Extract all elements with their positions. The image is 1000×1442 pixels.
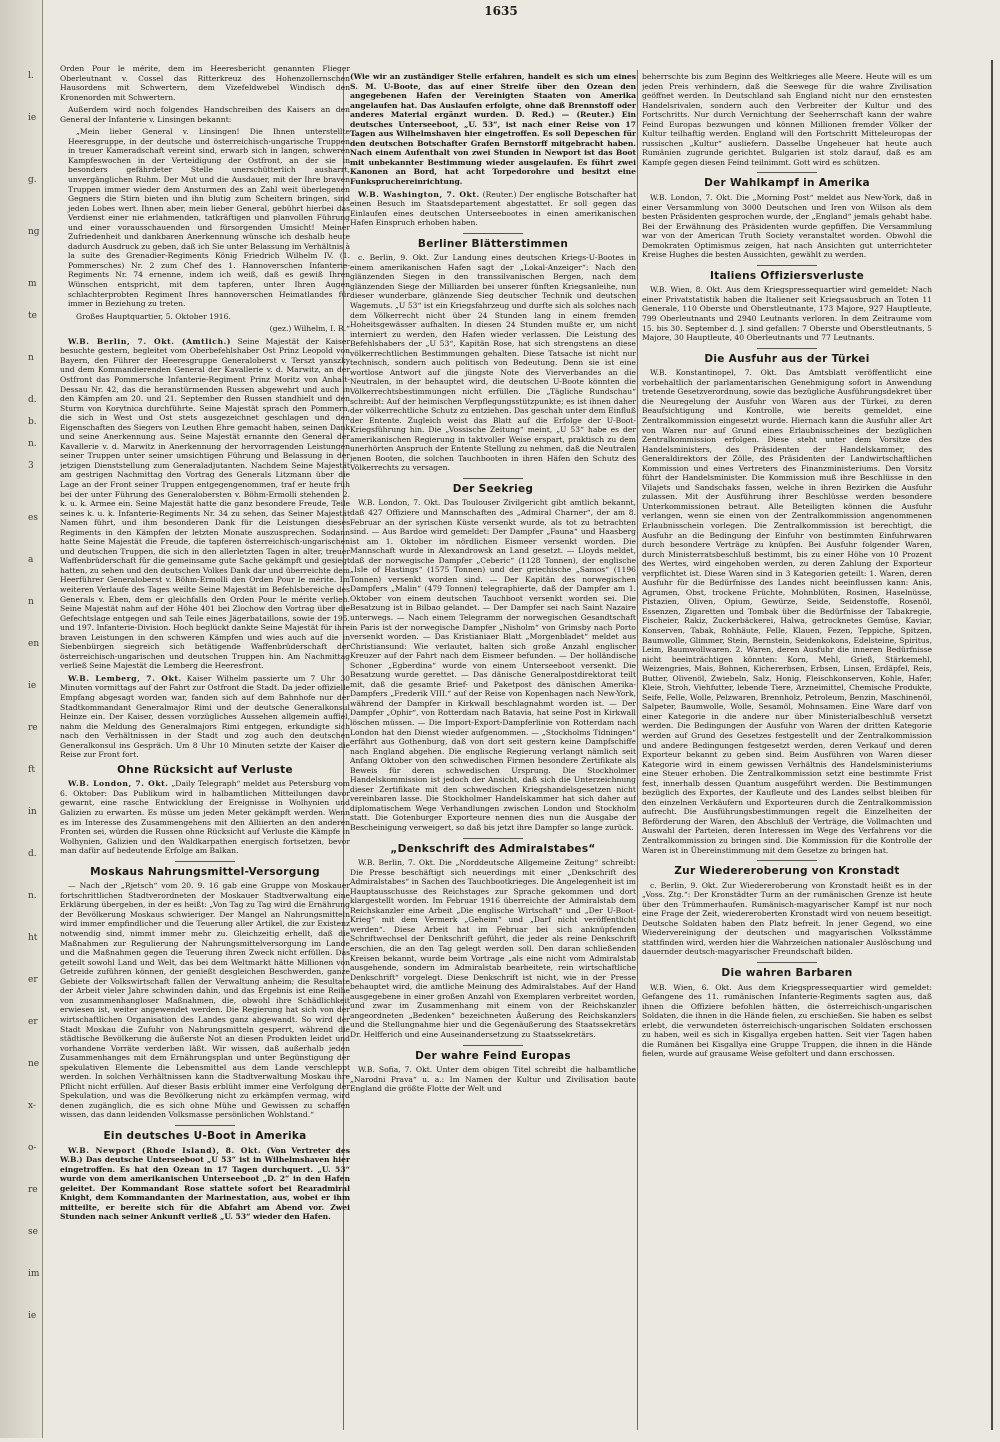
- edge-fragment: n.: [28, 439, 37, 449]
- edge-fragment: 3: [28, 461, 34, 471]
- headline: Moskaus Nahrungsmittel-Versorgung: [90, 865, 320, 878]
- edge-fragment: g.: [28, 175, 37, 185]
- edge-fragment: x-: [28, 1101, 36, 1111]
- separator: [757, 265, 817, 266]
- edge-fragment: ft: [28, 765, 35, 775]
- column-rule: [637, 70, 638, 1430]
- separator: [463, 478, 523, 479]
- article-text: (Wie wir an zuständiger Stelle erfahren, handelt es sich um eines S. M. U-Boote, das auf einer Streife über den Ozean den angegebenen Hafen der Vereinigten Staaten von Amerika angelaufen hat. Das Auslaufen erfolgte, ohne daß Brennstoff oder anderes Material ergänzt wurden. D. Red.) — (Reuter.) Ein deutsches Unterseeboot, „U. 53“, ist nach einer Reise von 17 Tagen aus Wilhelmshaven hier eingetroffen. Es soll Depeschen für den deutschen Botschafter Grafen Bernstorff mitgebracht haben. Nach einem Aufenthalt von zwei Stunden in Newport ist das Boot mit unbekannter Bestimmung wieder ausgelaufen. Es führt zwei Kanonen an Bord, hat acht Torpedorohre und besitzt eine Funkspruchereinrichtung.: [350, 72, 636, 187]
- dateline: W.B. Lemberg, 7. Okt.: [68, 673, 182, 683]
- edge-fragment: n: [28, 597, 34, 607]
- article-text: W.B. Wien, 6. Okt. Aus dem Kriegspressequartier wird gemeldet: Gefangene des 11. rumänischen Infanterie-Regiments sagten aus, daß ihnen die Offiziere befohlen hätten, die österreichisch-ungarischen Soldaten, die ihnen in die Hände fielen, zu erschießen. Sie haben es selbst erlebt, die verwundeten österreichisch-ungarischen Soldaten erschossen zu haben, weil es sich in Kisgallya ergeben hatten. Seit vier Tagen haben die Rumänen bei Kisgallya eine Gruppe Truppen, die ihnen in die Hände fielen, wurde auf grausame Weise gefoltert und dann erschossen.: [642, 982, 932, 1059]
- adjacent-page-edge: [0, 0, 43, 1438]
- separator: [175, 861, 235, 862]
- article-text: beherrschte bis zum Beginn des Weltkrieges alle Meere. Heute will es um jeden Preis verhindern, daß die Seewege für die wahre Zivilisation geöffnet werden. In Deutschland sah England nicht nur den ernstesten Handelsrivalen, sondern auch den Verbreiter der Kultur und des Fortschritts. Nur durch Vernichtung der Seeherrschaft kann der wahre Feind Europas bezwungen und können Millionen fremder Völker der Kultur teilhaftig werden. England will den Fortschritt Mitteleuropas der russischen „Kultur“ ausliefern. Dasselbe Ungeheuer hat heute auch Rumänien zugrunde gerichtet. Bulgarien ist stolz darauf, daß es am Kampfe gegen diesen Feind teilnimmt. Gott wird es schützen.: [642, 72, 932, 167]
- edge-fragment: im: [28, 1269, 40, 1279]
- award-paragraph: Orden Pour le mérite, dem im Heeresbericht genannten Flieger Oberleutnant v. Cossel das Ritterkreuz des Hohenzollernschen Hausordens mit Schwertern, dem Vizefeldwebel Windisch den Kronenorden mit Schwertern.: [60, 64, 350, 102]
- separator: [175, 1125, 235, 1126]
- edge-fragment: ie: [28, 113, 37, 123]
- headline: Der wahre Feind Europas: [415, 1049, 571, 1062]
- separator: [463, 838, 523, 839]
- headline: Die wahren Barbaren: [721, 967, 853, 980]
- dateline: W.B. Newport (Rhode Island), 8. Okt.: [68, 1145, 262, 1155]
- edge-fragment: d.: [28, 849, 37, 859]
- letter-intro: Außerdem wird noch folgendes Handschreiben des Kaisers an den General der Infanterie v. Linsingen bekannt:: [60, 105, 350, 124]
- dateline: W.B. London, 7. Okt.: [68, 779, 169, 789]
- edge-fragment: se: [28, 1227, 38, 1237]
- article-text: Seine Majestät der Kaiser besuchte gestern, begleitet vom Oberbefehlshaber Ost Prinz Leopold von Bayern, den Führer der Heeresgruppe Generaloberst v. Terszt yanszky und dem Kommandierenden General der Kavallerie v. d. Marwitz, an der Ostfront das Pommersche Infanterie-Regiment Prinz Moritz von Anhalt-Dessau Nr. 42, das die heranstürmenden Russen abgewehrt und auch in den Kämpfen am 20. und 21. September den Russen standhielt und den Sturm von Korytnica durchführte. Seine Majestät sprach den Pommern, die sich in West und Ost stets ausgezeichnet geschlagen und den Eigenschaften des Siegers von Leuthen Ehre gemacht haben, seinen Dank und seine Anerkennung aus. Seine Majestät ernannte den General der Kavallerie v. d. Marwitz in Anerkennung der hervorragenden Leistungen seiner Truppen unter seiner umsichtigen Führung und Belassung in der jetzigen Dienststellung zum Generaladjutanten. Nachdem Seine Majestät am gestrigen Nachmittag den Vortrag des Generals Litzmann über die Lage an der Front seiner Truppen entgegengenommen, traf er heute früh bei der unter Führung des Generalobersten v. Böhm-Ermolli stehenden 2. k. u. k. Armee ein. Seine Majestät hatte die ganz besondere Freude, Teile seines k. u. k. Infanterie-Regiments Nr. 34 zu sehen, das Seiner Majestät Namen führt, und ihm besonderen Dank für die Leistungen dieses Regiments in den Kämpfen der letzten Monate auszusprechen. Sodann hatte Seine Majestät die Freude, die tapferen österreichisch-ungarischen und deutschen Truppen, die sich in den allerletzten Tagen in alter, treuer Waffenbrüderschaft für die gemeinsame gute Sache gekämpft und gesiegt hatten, zu sehen und den deutschen Volkes Dank dar und überreichte dem Heerführer Generaloberst v. Böhm-Ermolli den Orden Pour le mérite. Im weiteren Verlaufe des Tages weilte Seine Majestät im Befehlsbereiche des Generals v. Eben, dem er gleichfalls den Orden Pour le mérite verlieh. Seine Majestät nahm auf der Höhe 401 bei Zlochow den Vortrag über die Gefechtslage entgegen und sah Teile eines Jägerbataillons, sowie der 195. und 197. Infanterie-Division. Hoch beglückt dankte Seine Majestät für ihre braven Leistungen in den schweren Kämpfen und wies auch auf die in Siebenbürgen siegreich sich betätigende Waffenbrüderschaft der österreichisch-ungarischen und deutschen Truppen hin. Am Nachmittag verließ Seine Majestät die Lemberg die Heeresfront.: [60, 336, 350, 671]
- separator: [463, 233, 523, 234]
- dateline: W.B. Washington, 7. Okt.: [358, 189, 480, 199]
- article-text: „Daily Telegraph“ meldet aus Petersburg vom 6. Oktober: Das Publikum wird in halbamtlichen Mitteilungen davor gewarnt, eine rasche Entwicklung der Ereignisse in Wolhynien und Galizien zu erwarten. Es müsse um jeden Meter gekämpft werden. Wenn es im Interesse des Zusammengehens mit den Alliierten an den anderen Fronten sei, würden die Russen ohne Rücksicht auf Verluste die Kämpfe in Wolhynien, Galizien und den Waldkarpathen energisch fortsetzen, bevor man dafür auf bedeutende Erfolge am Balkan.: [60, 779, 350, 856]
- edge-fragment: es: [28, 513, 38, 523]
- article-text: W.B. London, 7. Okt. Das Toulouser Zivilgericht gibt amtlich bekannt, daß 427 Offiziere und Mannschaften des „Admiral Charner“, der am 8. Februar an der syrischen Küste versenkt wurde, als tot zu betrachten sind. — Aus Bardoe wird gemeldet: Der Dampfer „Fauna“ und Haasberg ist am 1. Oktober im nördlichen Eismeer versenkt worden. Die Mannschaft wurde in Alexandrowsk an Land gesetzt. — Lloyds meldet, daß der norwegische Dampfer „Ceberic“ (1128 Tonnen), der englische „Isle of Hastings“ (1575 Tonnen) und der griechische „Samos“ (1196 Tonnen) versenkt worden sind. — Der Kapitän des norwegischen Dampfers „Malin“ (479 Tonnen) telegraphierte, daß der Dampfer am 1. Oktober von einem deutschen Tauchboot versenkt worden sei. Die Besatzung ist in Bilbao gelandet. — Der Dampfer sei nach Saint Nazaire unterwegs. — Nach einem Telegramm der norwegischen Gesandtschaft in Paris ist der norwegische Dampfer „Nisholm“ von Grimsby nach Porto versenkt worden. — Das Kristianiaer Blatt „Morgenbladet“ meldet aus Christiansund: Wie verlautet, halten sich große Anzahl englischer Kreuzer auf der Fahrt nach dem Eismeer befunden. — Der holländische Schoner „Egberdina“ wurde von einem Unterseeboot versenkt. Die Besatzung wurde gerettet. — Das dänische Generalpostdirektorat teilt mit, daß die gesamte Brief- und Paketpost des dänischen Amerika-Dampfers „Frederik VIII.“ auf der Reise von Kopenhagen nach New-York, während der Dampfer in Kirkwall beschlagnahmt worden ist. — Der Dampfer „Ophir“, von Rotterdam nach Batavia, hat seine Post in Kirkwall löschen müssen. — Die Import-Export-Dampferlinie von Rotterdam nach London hat den Dienst wieder aufgenommen. — „Stockholms Tidningen“ erfährt aus Gothenburg, daß von dort seit gestern keine Dampfschiffe nach England abgehen. Die englische Regierung verlangt nämlich seit Anfang Oktober von den schwedischen Firmen besondere Zertifikate als Beweis für deren schwedischen Ursprung. Die Stockholmer Handelskommission ist jedoch der Ansicht, daß sich die Unterzeichnung dieser Zertifikate mit den schwedischen Kriegshandelsgesetzen nicht vereinbaren lasse. Die Stockholmer Handelskammer hat sich daher auf diplomatischem Wege Verhandlungen zwischen London und Stockholm statt. Die Gotenburger Exporteure nennen dies nun die Ausgabe der Bescheinigung verweigert, so daß bis jetzt ihre Dampfer so lange zurück.: [350, 498, 636, 833]
- article-text: (Von Vertreter des W.B.) Das deutsche Unterseeboot „U 53“ ist in Wilhelmshaven hier eingetroffen. Es hat den Ozean in 17 Tagen durchquert. „U. 53“ wurde von dem amerikanischen Unterseeboot „D. 2“ in den Hafen geleitet. Der Kommandant Rose stattete sofort bei Rearadmiral Knight, dem Kommandanten der Marinestation, aus, wobei er ihm mitteilte, er bereite sich für die Abfahrt am Abend vor. Zwei Stunden nach seiner Ankunft verließ „U. 53“ wieder den Hafen.: [60, 1145, 350, 1222]
- headline: Zur Wiedereroberung von Kronstadt: [674, 865, 900, 878]
- headline: „Denkschrift des Admiralstabes“: [390, 842, 596, 855]
- headline: Ein deutsches U-Boot in Amerika: [103, 1129, 307, 1142]
- edge-fragment: ht: [28, 933, 38, 943]
- separator: [757, 172, 817, 173]
- page-number: 1635: [484, 4, 518, 18]
- edge-fragment: b.: [28, 417, 37, 427]
- article-text: — Nach der „Rjetsch“ vom 20. 9. 16 gab eine Gruppe von Moskauer fortschrittlichen Stadtverordneten der Moskauer Stadtverwaltung eine Erklärung übergeben, in der es heißt: „Von Tag zu Tag wird die Ernährung der Bevölkerung Moskaus schwieriger. Der Mangel an Nahrungsmitteln wird immer empfindlicher und die Teuerung aller Artikel, die zur Existenz notwendig sind, nimmt immer mehr zu. Gleichzeitig erhellt, daß die Maßnahmen zur Regulierung der Nahrungsmittelversorgung im Lande und die Maßnahmen gegen die Teuerung ihren Zweck nicht erfüllen. Das geteilt sowohl Land und Welt, das bei dem Weltmarkt hätte Millionen von Getreide zuführen können, der genießt desgleichen Beschwerden, ganze Gebiete der Volkswirtschaft fallen der Verwaltung anheim; die Resultate der Arbeit vieler Jahre schwinden dahin, und das Ergebnis ist eine Reihe von zusammenhangloser Maßnahmen, die, obwohl ihre Schädlichkeit erwiesen ist, weiter angewendet werden. Die Regierung hat sich von der wirtschaftlichen Organisation des Landes ganz abgewandt. So wird der Stadt Moskau die Zufuhr von Nahrungsmitteln gesperrt, während die städtische Bevölkerung die äußerste Not an diesen Produkten leidet und vorhandene Vorräte verderben läßt. Wir wissen, daß außerhalb jeden Zusammenhanges mit dem Ernährungsplan und unter Begünstigung der spekulativen Elemente die Lebensmittel aus dem Lande verschleppt werden. In solchen Verhältnissen kann die Stadtverwaltung Moskau ihre Pflicht nicht erfüllen. Auf dieser Basis erblüht immer eine Verfolgung der Spekulation, und was die Bevölkerung nicht zu erkämpfen vermag, wird denen zugänglich, die es sich ohne Mühe und Gewissen zu schaffen wissen, das dann leidenden Volksmasse persönlichen Wohlstand.“: [60, 881, 350, 1120]
- edge-fragment: en: [28, 639, 40, 649]
- headline: Italiens Offiziersverluste: [709, 269, 865, 282]
- edge-fragment: re: [28, 723, 38, 733]
- edge-fragment: d.: [28, 395, 37, 405]
- edge-fragment: er: [28, 1017, 38, 1027]
- article-text: W.B. Berlin, 7. Okt. Die „Norddeutsche Allgemeine Zeitung“ schreibt: Die Presse beschäftigt sich neuerdings mit einer „Denkschrift des Admiralstabes“ in Sachen des Tauchbootkrieges. Die Angelegenheit ist im Hauptausschusse des Reichstages zur Sprache gekommen und dort klargestellt worden. Im Februar 1916 überreichte der Admiralstab dem Reichskanzler eine Arbeit „Die englische Wirtschaft“ und „Der U-Boot-Krieg“ mit dem Vermerk „Geheim“ und „Darf nicht veröffentlicht werden“. Diese Arbeit hat im Februar bei sich anknüpfenden Schriftwechsel der Denkschrift geführt, die jeder als reine Denkschrift erschien, die an den Tag gelegt werden soll. Den daran schließenden Kreisen bekannt, wurde beim Vortrage „als eine nicht vom Admiralstab ausgehende, sondern im Admiralstab bearbeitete, rein wirtschaftliche Denkschrift“ vorgelegt. Diese Denkschrift ist nicht, wie in der Presse behauptet wird, die amtliche Meinung des Admiralstabes. Auf der Hand ausgegebene in einer großen Anzahl von Exemplaren verbreitet worden, und zwar im Zusammenhang mit einem von der Reichskanzler angeordneten „Bedenken“ bezeichneten Äußerung des Reichskanzlers und die Stellungnahme hier und die Gegenäußerung des Staatssekretärs Dr. Helfferich und eine Auseinandersetzung zu Staatssekretärs.: [350, 858, 636, 1039]
- edge-fragment: er: [28, 975, 38, 985]
- headline: Berliner Blätterstimmen: [417, 237, 569, 250]
- letter-signature: (gez.) Wilhelm, I. R.“: [269, 324, 350, 334]
- article-text: c. Berlin, 9. Okt. Zur Wiedereroberung von Kronstadt heißt es in der „Voss. Ztg.“: Der Kronstädter Turm an der rumänischen Grenze ist heute über den Trümmerhaufen. Rumänisch-magyarischer Kampf ist nur noch eine Frage der Zeit, wiedereroberten Kronstadt wird von neuem beseitigt. Deutsche Soldaten haben den Platz befreit. In jener Gegend, wo eine Wiedervereinigung der deutschen und magyarischen Volksstämme stattfinden wird, werden hier die Wahrzeichen nationaler Auslöschung und dauernder deutsch-magyarischer Freundschaft bilden.: [642, 880, 932, 957]
- edge-fragment: ng: [28, 227, 40, 237]
- column-right: [642, 72, 932, 1442]
- headline: Ohne Rücksicht auf Verluste: [117, 763, 293, 776]
- article-text: (Reuter.) Der englische Botschafter hat einen Besuch im Staatsdepartement abgestattet. Er soll gegen das Einlaufen eines deutschen Unterseebootes in einen amerikanischen Hafen Einspruch erhoben haben.: [350, 189, 636, 228]
- article-text: W.B. London, 7. Okt. Die „Morning Post“ meldet aus New-York, daß in einer Versammlung von 3000 Deutschen und Iren von Wilson als dem besten Präsidenten gesprochen wurde, der „England“ jemals gehabt habe. Bei der Erwähnung des Präsidenten wurde gepfiffen. Die Versammlung war von der American Truth Society veranstaltet worden. Obwohl die Demokraten Optimismus zeigen, hat nach Ansichten gut unterrichteter Kreise Hughes die besten Aussichten, gewählt zu werden.: [642, 193, 932, 260]
- edge-fragment: a: [28, 555, 34, 565]
- edge-fragment: n.: [28, 891, 37, 901]
- edge-fragment: ne: [28, 1059, 40, 1069]
- article-text: W.B. Sofia, 7. Okt. Unter dem obigen Titel schreibt die halbamtliche „Narodni Prava“ u. a.: Im Namen der Kultur und Zivilisation baute England die größte Flotte der Welt und: [350, 1065, 636, 1094]
- edge-fragment: l.: [28, 71, 34, 81]
- letter-place-date: Großes Hauptquartier, 5. Oktober 1916.: [76, 311, 231, 321]
- edge-fragment: ie: [28, 1311, 37, 1321]
- edge-fragment: in: [28, 807, 37, 817]
- edge-fragment: n: [28, 353, 34, 363]
- headline: Der Wahlkampf in Amerika: [704, 177, 870, 190]
- article-text: W.B. Konstantinopel, 7. Okt. Das Amtsblatt veröffentlicht eine vorbehaltlich der parlamentarischen Genehmigung sofort in Anwendung tretende Gesetzverordnung, sowie das bezügliche Ausführungsdekret über die Neuregelung der Ausfuhr von Waren aus der Türkei, zu deren Beaufsichtigung und Kontrolle, wie bereits gemeldet, eine Zentralkommission eingesetzt wurde. Hiernach kann die Ausfuhr aller Art von Waren nur auf Grund eines Erlaubnisscheines der bezüglichen Zentralkommission erfolgen. Diese steht unter dem Vorsitze des Handelsministers, des Präsidenten der Handelskammer, des Generaldirektors der Zölle, des Präsidenten der Landwirtschaftlichen Kommission und eines Vertreters des Finanzministeriums. Den Vorsitz führt der Handelsminister. Die Kommission muß ihre Beschlüsse in den Vilajets und Sandschaks fassen, welche in ihren Bezirken die Ausfuhr zulassen. Mit der Ausführung ihrer Beschlüsse werden besondere Unterkommissionen betraut. Alle Beteiligten können die Ausfuhr verlangen, wenn sie einen von der Zentralkommission angenommenen Erlaubnisschein vorlegen. Die Zentralkommission ist berechtigt, die Ausfuhr an die Bedingung der Einfuhr von bestimmten Einfuhrwaren durch besondere Verträge zu knüpfen. Bei Ausfuhr folgender Waren, durch Ministerratsbeschluß bestimmt, bis zu einer Höhe von 10 Prozent des Wertes, wird eingehoben werden, zu deren Zahlung der Exporteur verpflichtet ist. Diese Waren sind in 3 Kategorien geteilt: 1. Waren, deren Ausfuhr für die Bedürfnisse des Landes nicht beeinflussen kann: Anis, Agrumen, Obst, trockene Früchte, Mohnblüten, Rosinen, Haselnüsse, Pistazien, Oliven, Opium, Gewürze, Seide, Seidenstoffe, Rosenöl, Essenzen, Zigaretten und Tombak über die Bedürfnisse der Tabakregie, Fischeier, Rakiz, Zuckerbäckerei, Halwa, getrocknetes Gemüse, Kaviar, Konserven, Tabak, Rohhäute, Felle, Klauen, Fezen, Teppiche, Spitzen, Baumwolle, Glimmer, Stein, Bernstein, Seidenkokons, Edelsteine, Spiritus, Leim, Baumwollwaren. 2. Waren, deren Ausfuhr die inneren Bedürfnisse nicht beeinträchtigen könnten: Korn, Mehl, Grieß, Stärkemehl, Weizengries, Mais, Bohnen, Kichererbsen, Erbsen, Linsen, Erdäpfel, Reis, Butter, Olivenöl, Zwiebeln, Salz, Honig, Fleischkonserven, Kohle, Hafer, Kleie, Stroh, Viehfutter, lebende Tiere, Arzneimittel, Chemische Produkte, Seife, Felle, Wolle, Pelzwaren, Brennholz, Petroleum, Benzin, Maschinenöl, Salpeter, Baumwolle, Wolle, Sesamöl, Mohnsamen. Eine Ware darf von einer Kategorie in die andere nur über Ministerialbeschluß versetzt werden. Die Bedingungen der Ausfuhr von Waren der dritten Kategorie werden auf Grund des Gesetzes festgestellt und der Zentralkommission und andere Bedingungen festgesetzt werden, deren Verkauf und deren Exporteur bekannt zu geben sind. Beim Ausführen von Waren dieser Kategorie wird in einem gewissen Verhältnis des Handelsministeriums eine Steuer erhoben. Die Zentralkommission setzt eine bestimmte Frist fest, innerhalb dessen Quantum ausgeführt werden. Die Bestimmungen bezüglich des Exportes, der Kaufleute und des Landes selbst bleiben für den einzelnen Verkäufern und Exporteuren durch die Zentralkommission aufrecht. Die Ausführungsbestimmungen regelt die Einzelheiten der Beförderung der Waren, den Abschluß der Verträge, die Vollmachten und Auswahl der Parteien, deren Interessen im Wege des Verfahrens vor die Zentralkommission zu bringen sind. Die Kommission für die Kontrolle der Waren ist in Übereinstimmung mit dem Gesetze zu bringen hat.: [642, 368, 932, 855]
- column-left: [60, 64, 350, 1434]
- kaiser-letter: „Mein lieber General v. Linsingen! Die Ihnen unterstellte Heeresgruppe, in der deutsche und österreichisch-ungarische Truppen in treuer Kameradschaft vereint sind, erwarb sich in langen, schweren Kampfeswochen in der Verteidigung der Ostfront, an der sie in besonders gefährdeter Stelle unerschütterlich ausharrt, unvergänglichen Ruhm. Der Mut und die Ausdauer, mit der Ihre braven Truppen immer wieder dem Ansturmen des an Zahl weit überlegenen Gegners die Stirn bieten und ihn blutig zum Scheitern bringen, sind jeden Lobes wert. Ihnen aber, mein lieber General, gebührt hierbei das Verdienst einer nie erlahmenden, tatkräftigen und planvollen Führung und einer vorausschauenden und fürsorgenden Umsicht! Meiner Zufriedenheit und dankbaren Anerkennung wünsche ich deshalb heute dadurch Ausdruck zu geben, daß ich Sie unter Belassung im Verhältnis à la suite des Grenadier-Regiments König Friedrich Wilhelm IV. (1. Pommersches) Nr. 2 zum Chef des 1. Hannoverschen Infanterie-Regiments Nr. 74 ernenne, indem ich weiß, daß es gewiß Ihren Wünschen entspricht, mit dem tapferen, unter Ihren Augen schlachterprobten Regiment Ihres hannoverschen Heimatlandes für immer in Beziehung zu treten.: [68, 127, 350, 309]
- edge-fragment: m: [28, 279, 37, 289]
- article-text: W.B. Wien, 8. Okt. Aus dem Kriegspressequartier wird gemeldet: Nach einer Privatstatistik haben die Italiener seit Kriegsausbruch an Toten 11 Generale, 110 Oberste und Oberstleutnante, 173 Majore, 927 Hauptleute, 799 Oberleutnants und 2940 Leutnants verloren. In dem Zeitraume vom 15. bis 30. September d. J. sind gefallen: 7 Oberste und Oberstleutnants, 5 Majore, 30 Hauptleute, 40 Oberleutnants und 77 Leutnants.: [642, 285, 932, 343]
- article-text: Kaiser Wilhelm passierte um 7 Uhr 30 Minuten vormittags auf der Fahrt zur Ostfront die Stadt. Da jeder offizielle Empfang abgesagt worden war, fanden sich auf dem Bahnhofe nur der Stadtkommandant Generalmajor Rimi und der deutsche Generalkonsul Heinze ein. Der Kaiser, dessen vorzügliches Aussehen allgemein auffiel, nahm die Meldung des Generalmajors Rimi entgegen, erkundigte sich nach den Verhältnissen in der Stadt und zog auch den deutschen Generalkonsul ins Gespräch. Um 8 Uhr 10 Minuten setzte der Kaiser die Reise zur Front fort.: [60, 673, 350, 760]
- separator: [757, 348, 817, 349]
- column-middle: [350, 72, 636, 1442]
- headline: Die Ausfuhr aus der Türkei: [704, 352, 870, 365]
- headline: Der Seekrieg: [452, 482, 534, 495]
- separator: [463, 1045, 523, 1046]
- edge-fragment: ie: [28, 681, 37, 691]
- edge-fragment: te: [28, 311, 37, 321]
- article-text: c. Berlin, 9. Okt. Zur Landung eines deutschen Kriegs-U-Bootes in einem amerikanischen Hafen sagt der „Lokal-Anzeiger“: Nach den glänzenden Siegen in den transsilvanischen Bergen, nach dem glänzenden Siege der Milliarden bei unserer fünften Kriegsanleihe, nun dieser wunderbare, glänzende Sieg deutscher Technik und deutschen Wagemuts. „U 53“ ist ein Kriegsfahrzeug und durfte sich als solches nach dem Völkerrecht nicht über 24 Stunden lang in einem fremden Hoheitsgewässer aufhalten. In diesen 24 Stunden mußte er, um nicht interniert zu werden, den Hafen wieder verlassen. Die Leistung des Befehlshabers der „U 53“, Kapitän Rose, hat sich strengstens an diese völkerrechtlichen Bestimmungen gehalten. Diese Tatsache ist nicht nur technisch, sondern auch politisch von Bedeutung. Denn sie ist eine wortlose Antwort auf die jüngste Note des Vierverbandes an die Neutralen, in der behauptet wird, die deutschen U-Boote könnten die Völkerrechtsbestimmungen nicht erfüllen. Die „Tägliche Rundschau“ schreibt: Auf der heimischen Verpflegungsstützpunkte; es ist ihnen daher der völkerrechtliche Schutz zu entziehen. Das geschah unter dem Einfluß der Entente. Zugleich weist das Blatt auf die Erfolge der U-Boot-Kriegsführung hin. Die „Vossische Zeitung“ meint, „U 53“ habe es der amerikanischen Regierung in taktvoller Weise erspart, praktisch zu dem unerhörten Anspruch der Entente Stellung zu nehmen, daß die Neutralen jenen Booten, die solchen Tauchbooten in ihren Häfen den Schutz des Völkerrechts zu versagen.: [350, 253, 636, 473]
- edge-fragment: re: [28, 1185, 38, 1195]
- dateline: W.B. Berlin, 7. Okt. (Amtlich.): [68, 336, 232, 346]
- edge-fragment: o-: [28, 1143, 37, 1153]
- page-right-rule: [991, 60, 993, 1430]
- separator: [757, 860, 817, 861]
- separator: [757, 962, 817, 963]
